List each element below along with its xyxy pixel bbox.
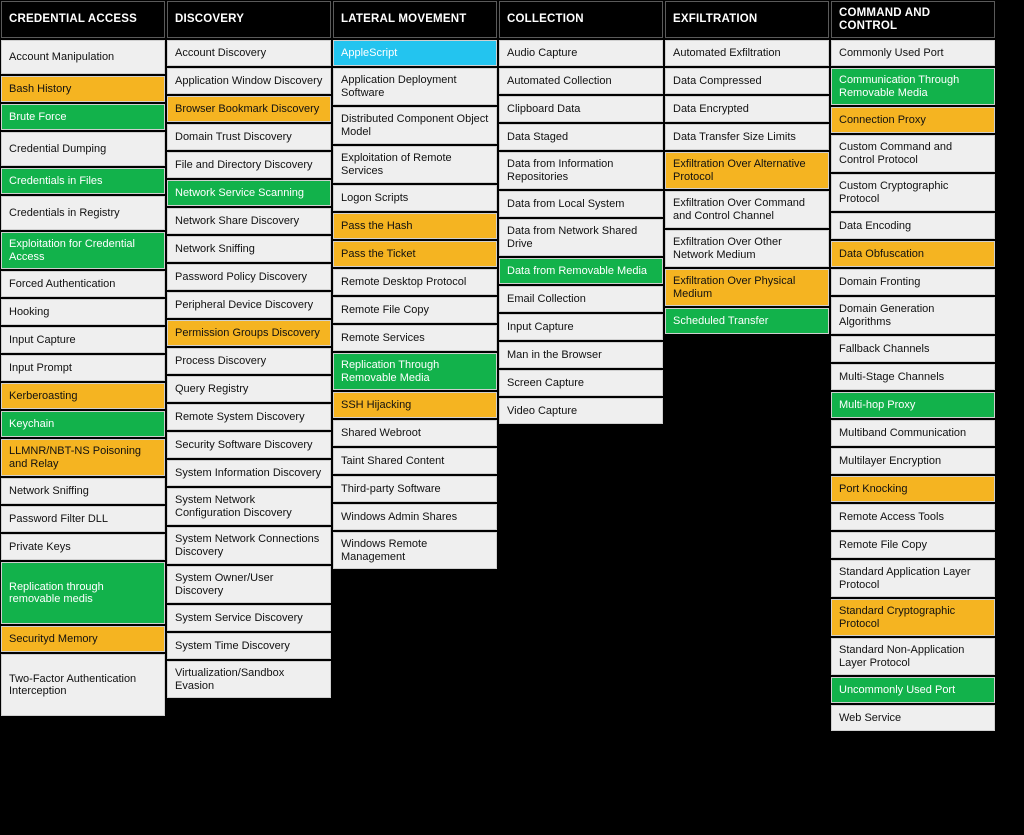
- technique-cell[interactable]: Forced Authentication: [1, 271, 165, 297]
- technique-cell[interactable]: Exploitation of Remote Services: [333, 146, 497, 183]
- technique-cell[interactable]: Securityd Memory: [1, 626, 165, 652]
- technique-cell[interactable]: Input Capture: [499, 314, 663, 340]
- technique-cell[interactable]: Custom Command and Control Protocol: [831, 135, 995, 172]
- technique-cell[interactable]: Credentials in Files: [1, 168, 165, 194]
- technique-cell[interactable]: Fallback Channels: [831, 336, 995, 362]
- technique-cell[interactable]: Web Service: [831, 705, 995, 731]
- technique-cell[interactable]: Exfiltration Over Alternative Protocol: [665, 152, 829, 189]
- technique-cell[interactable]: Commonly Used Port: [831, 40, 995, 66]
- technique-cell[interactable]: Multilayer Encryption: [831, 448, 995, 474]
- technique-cell[interactable]: Distributed Component Object Model: [333, 107, 497, 144]
- technique-cell[interactable]: Multi-hop Proxy: [831, 392, 995, 418]
- technique-cell[interactable]: Clipboard Data: [499, 96, 663, 122]
- technique-cell[interactable]: System Time Discovery: [167, 633, 331, 659]
- technique-cell[interactable]: Video Capture: [499, 398, 663, 424]
- technique-cell[interactable]: LLMNR/NBT-NS Poisoning and Relay: [1, 439, 165, 476]
- technique-cell[interactable]: Network Sniffing: [167, 236, 331, 262]
- technique-cell[interactable]: Custom Cryptographic Protocol: [831, 174, 995, 211]
- technique-cell[interactable]: Virtualization/Sandbox Evasion: [167, 661, 331, 698]
- tactic-column: [166, 0, 332, 699]
- technique-cell[interactable]: Application Window Discovery: [167, 68, 331, 94]
- technique-cell[interactable]: Brute Force: [1, 104, 165, 130]
- technique-cell[interactable]: Multi-Stage Channels: [831, 364, 995, 390]
- technique-cell[interactable]: Data Obfuscation: [831, 241, 995, 267]
- technique-cell[interactable]: System Network Configuration Discovery: [167, 488, 331, 525]
- technique-cell[interactable]: Standard Non-Application Layer Protocol: [831, 638, 995, 675]
- technique-cell[interactable]: System Service Discovery: [167, 605, 331, 631]
- technique-cell[interactable]: Taint Shared Content: [333, 448, 497, 474]
- technique-cell[interactable]: Multiband Communication: [831, 420, 995, 446]
- technique-cell[interactable]: Process Discovery: [167, 348, 331, 374]
- technique-cell[interactable]: Private Keys: [1, 534, 165, 560]
- technique-cell[interactable]: System Owner/User Discovery: [167, 566, 331, 603]
- technique-cell[interactable]: Screen Capture: [499, 370, 663, 396]
- tactic-column-header: LATERAL MOVEMENT: [333, 1, 497, 38]
- technique-cell[interactable]: Browser Bookmark Discovery: [167, 96, 331, 122]
- technique-cell[interactable]: Exfiltration Over Physical Medium: [665, 269, 829, 306]
- technique-cell[interactable]: Shared Webroot: [333, 420, 497, 446]
- technique-cell[interactable]: Remote File Copy: [831, 532, 995, 558]
- technique-cell[interactable]: Standard Cryptographic Protocol: [831, 599, 995, 636]
- technique-cell[interactable]: Automated Exfiltration: [665, 40, 829, 66]
- technique-cell[interactable]: Domain Fronting: [831, 269, 995, 295]
- technique-cell[interactable]: Automated Collection: [499, 68, 663, 94]
- technique-cell[interactable]: Credential Dumping: [1, 132, 165, 166]
- technique-cell[interactable]: Application Deployment Software: [333, 68, 497, 105]
- technique-cell[interactable]: Exfiltration Over Other Network Medium: [665, 230, 829, 267]
- technique-cell[interactable]: File and Directory Discovery: [167, 152, 331, 178]
- technique-cell[interactable]: Domain Trust Discovery: [167, 124, 331, 150]
- tactic-column-header: COLLECTION: [499, 1, 663, 38]
- technique-cell[interactable]: AppleScript: [333, 40, 497, 66]
- technique-cell[interactable]: Windows Admin Shares: [333, 504, 497, 530]
- technique-cell[interactable]: Connection Proxy: [831, 107, 995, 133]
- technique-cell[interactable]: Exfiltration Over Command and Control Channel: [665, 191, 829, 228]
- technique-cell[interactable]: Password Policy Discovery: [167, 264, 331, 290]
- technique-cell[interactable]: Hooking: [1, 299, 165, 325]
- tactic-column-header: DISCOVERY: [167, 1, 331, 38]
- tactic-column-header: CREDENTIAL ACCESS: [1, 1, 165, 38]
- tactic-column: [498, 0, 664, 425]
- technique-cell[interactable]: Man in the Browser: [499, 342, 663, 368]
- technique-cell[interactable]: Data Transfer Size Limits: [665, 124, 829, 150]
- technique-cell[interactable]: System Information Discovery: [167, 460, 331, 486]
- technique-cell[interactable]: Network Service Scanning: [167, 180, 331, 206]
- tactic-column: [332, 0, 498, 570]
- technique-cell[interactable]: Remote System Discovery: [167, 404, 331, 430]
- technique-cell[interactable]: Third-party Software: [333, 476, 497, 502]
- technique-cell[interactable]: Uncommonly Used Port: [831, 677, 995, 703]
- technique-cell[interactable]: Network Sniffing: [1, 478, 165, 504]
- technique-cell[interactable]: Network Share Discovery: [167, 208, 331, 234]
- technique-cell[interactable]: Remote Services: [333, 325, 497, 351]
- technique-cell[interactable]: Peripheral Device Discovery: [167, 292, 331, 318]
- technique-cell[interactable]: Query Registry: [167, 376, 331, 402]
- technique-cell[interactable]: Data Encoding: [831, 213, 995, 239]
- technique-cell[interactable]: Data from Information Repositories: [499, 152, 663, 189]
- tactic-column: [0, 0, 166, 717]
- technique-cell[interactable]: Domain Generation Algorithms: [831, 297, 995, 334]
- tactic-column: [664, 0, 830, 335]
- technique-cell[interactable]: Remote Access Tools: [831, 504, 995, 530]
- technique-cell[interactable]: Logon Scripts: [333, 185, 497, 211]
- technique-cell[interactable]: Account Discovery: [167, 40, 331, 66]
- tactic-column: [830, 0, 996, 732]
- technique-cell[interactable]: Port Knocking: [831, 476, 995, 502]
- technique-cell[interactable]: Permission Groups Discovery: [167, 320, 331, 346]
- technique-cell[interactable]: Replication Through Removable Media: [333, 353, 497, 390]
- technique-cell[interactable]: Credentials in Registry: [1, 196, 165, 230]
- technique-cell[interactable]: Two-Factor Authentication Interception: [1, 654, 165, 716]
- technique-cell[interactable]: Windows Remote Management: [333, 532, 497, 569]
- technique-cell[interactable]: Bash History: [1, 76, 165, 102]
- technique-cell[interactable]: Scheduled Transfer: [665, 308, 829, 334]
- tactic-column-header: EXFILTRATION: [665, 1, 829, 38]
- technique-cell[interactable]: Password Filter DLL: [1, 506, 165, 532]
- technique-cell[interactable]: Email Collection: [499, 286, 663, 312]
- technique-cell[interactable]: Remote File Copy: [333, 297, 497, 323]
- technique-cell[interactable]: Standard Application Layer Protocol: [831, 560, 995, 597]
- technique-cell[interactable]: Data Encrypted: [665, 96, 829, 122]
- technique-cell[interactable]: System Network Connections Discovery: [167, 527, 331, 564]
- technique-cell[interactable]: Data from Network Shared Drive: [499, 219, 663, 256]
- technique-cell[interactable]: SSH Hijacking: [333, 392, 497, 418]
- technique-cell[interactable]: Data from Local System: [499, 191, 663, 217]
- technique-cell[interactable]: Exploitation for Credential Access: [1, 232, 165, 269]
- technique-cell[interactable]: Replication through removable medis: [1, 562, 165, 624]
- technique-cell[interactable]: Pass the Ticket: [333, 241, 497, 267]
- technique-cell[interactable]: Account Manipulation: [1, 40, 165, 74]
- technique-cell[interactable]: Data from Removable Media: [499, 258, 663, 284]
- technique-cell[interactable]: Communication Through Removable Media: [831, 68, 995, 105]
- technique-cell[interactable]: Audio Capture: [499, 40, 663, 66]
- technique-cell[interactable]: Input Prompt: [1, 355, 165, 381]
- technique-cell[interactable]: Data Compressed: [665, 68, 829, 94]
- technique-cell[interactable]: Data Staged: [499, 124, 663, 150]
- technique-cell[interactable]: Kerberoasting: [1, 383, 165, 409]
- technique-cell[interactable]: Keychain: [1, 411, 165, 437]
- technique-cell[interactable]: Pass the Hash: [333, 213, 497, 239]
- technique-cell[interactable]: Security Software Discovery: [167, 432, 331, 458]
- technique-cell[interactable]: Input Capture: [1, 327, 165, 353]
- tactic-column-header: COMMAND AND CONTROL: [831, 1, 995, 38]
- technique-cell[interactable]: Remote Desktop Protocol: [333, 269, 497, 295]
